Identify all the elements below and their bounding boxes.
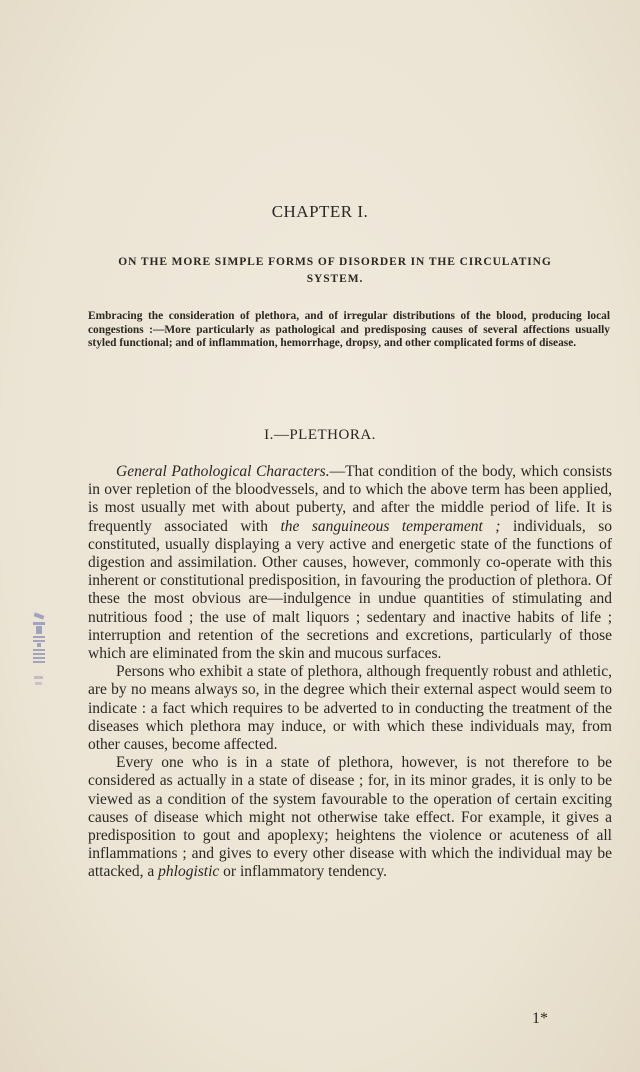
italic-phrase: the sanguineous temperament ; [280,517,501,535]
paragraph-1 [88,463,612,663]
paragraph-1-text-a: —That condition of the body, which consists in over repletion of the bloodvessels, and to which the above term has been applied, is most usually met with about puberty, and after the middle period of life. It is frequently associated with [88,463,613,535]
italic-word: phlogistic [158,863,220,881]
chapter-heading: CHAPTER I. [271,202,369,221]
paragraph-3-text-a: Every one who is in a state of plethora, however, is not therefore to be considered as actually in a state of disease ; for, in its minor grades, it is only to be viewed as a condition of the system favourable to the operation of certain exciting causes of disease which might not otherwise take effect. For example, it gives a predisposition to gout and apoplexy; heightens the violence or acuteness of all inflammations ; and gives to every other disease with which the individual may be attacked, a [88,754,612,881]
paragraph-3 [88,754,612,881]
run-in-heading: General Pathological Characters. [116,463,330,480]
body-text [88,463,612,882]
chapter-subtitle: ON THE MORE SIMPLE FORMS OF DISORDER IN THE CIRCULATING SYSTEM. [118,256,552,285]
chapter-summary: Embracing the consideration of plethora, and of irregular distributions of the blood, producing local congestions :—More particularly as pathological and predisposing causes of several affections usually styled functional; and of inflammation, hemorrhage, dropsy, and other complicated forms of disease. [88,310,610,350]
paragraph-3-text-b: or inflammatory tendency. [219,863,387,881]
page-signature: 1* [532,1010,548,1027]
library-stamp [30,612,50,702]
section-heading: I.—PLETHORA. [264,427,376,443]
paragraph-1-text-b: individuals, so constituted, usually displaying a very active and energetic state of the functions of digestion and assimilation. Other causes, however, commonly co-operate with this inherent or constitutional predisposition, in favouring the production of plethora. Of these the most obvious are—indulgence in undue quantities of stimulating and nutritious food ; the use of malt liquors ; sedentary and inactive habits of life ; interruption and retention of the secretions and excretions, particularly of those which are eliminated from the skin and mucous surfaces. [88,517,612,663]
paragraph-2: Persons who exhibit a state of plethora, although frequently robust and athletic, are by no means always so, in the degree which their external aspect would seem to indicate : a fact which requires to be adverted to in conducting the treatment of the diseases which plethora may induce, or with which these individuals may, from other causes, become affected. [88,663,612,754]
